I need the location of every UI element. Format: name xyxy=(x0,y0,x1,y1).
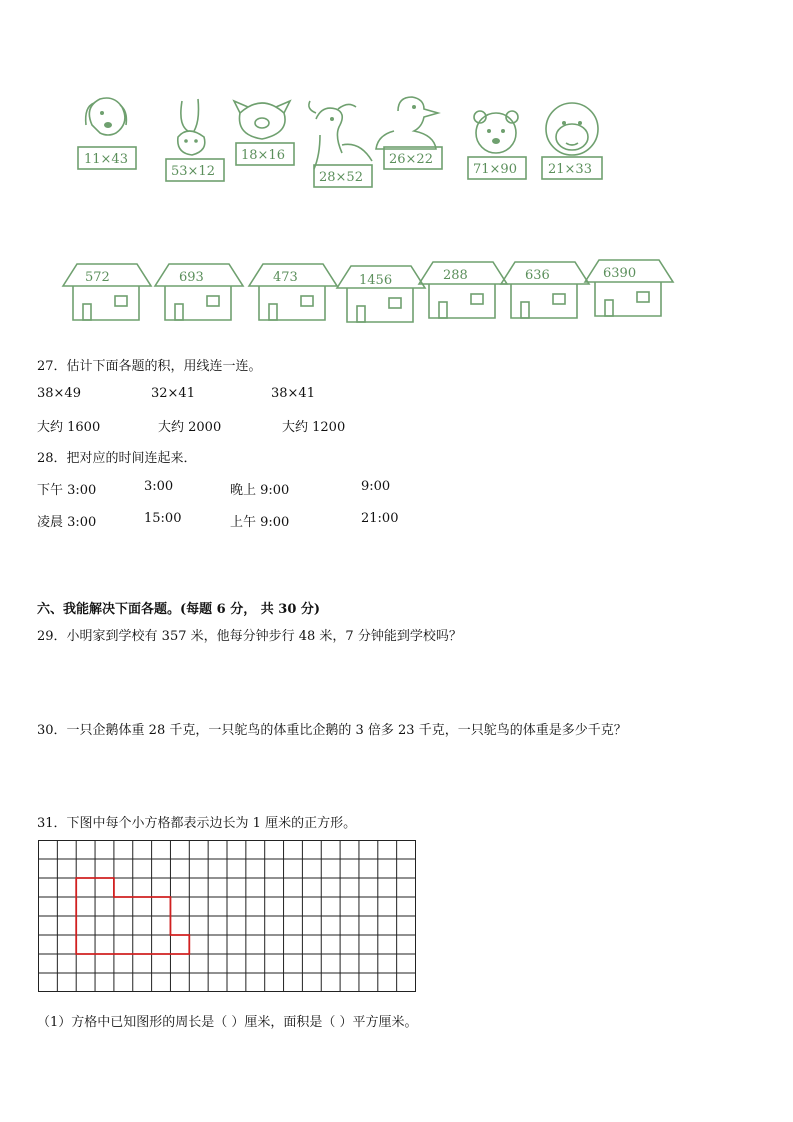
q27-title: 27．估计下面各题的积，用线连一连。 xyxy=(37,359,262,374)
animal-cards xyxy=(70,95,630,195)
house-label: 473 xyxy=(273,270,298,285)
q28-time: 晚上 9:00 xyxy=(230,483,290,498)
square-grid xyxy=(38,840,418,994)
dog-icon xyxy=(86,98,127,135)
animal-label: 11×43 xyxy=(84,152,128,167)
q31-text: 31．下图中每个小方格都表示边长为 1 厘米的正方形。 xyxy=(37,816,357,831)
house-row xyxy=(55,258,675,328)
q30-text: 30．一只企鹅体重 28 千克，一只鸵鸟的体重比企鹅的 3 倍多 23 千克，一只鸵鸟的体重是多少千克？ xyxy=(37,723,627,738)
q29-text: 29．小明家到学校有 357 米，他每分钟步行 48 米，7 分钟能到学校吗？ xyxy=(37,629,462,644)
q28-time: 下午 3:00 xyxy=(37,483,97,498)
q28-time: 15:00 xyxy=(144,511,182,526)
q27-expr: 38×41 xyxy=(271,386,315,401)
q28-time: 3:00 xyxy=(144,479,174,494)
animal-label: 53×12 xyxy=(171,164,215,179)
monkey-icon xyxy=(546,103,598,155)
house-label: 6390 xyxy=(603,266,637,281)
q31-sub1: （1）方格中已知图形的周长是（ ）厘米，面积是（ ）平方厘米。 xyxy=(37,1015,418,1030)
house-label: 636 xyxy=(525,268,550,283)
section-title: 六、我能解决下面各题。(每题 6 分， 共 30 分) xyxy=(37,602,321,617)
q27-estimate: 大约 2000 xyxy=(158,420,222,435)
q28-title: 28．把对应的时间连起来． xyxy=(37,451,197,466)
goat-icon xyxy=(309,101,372,169)
q27-estimate: 大约 1600 xyxy=(37,420,101,435)
pig-icon xyxy=(234,101,290,139)
q27-expr: 32×41 xyxy=(151,386,195,401)
animal-label: 18×16 xyxy=(241,148,285,163)
house-label: 693 xyxy=(179,270,204,285)
q27-expr: 38×49 xyxy=(37,386,81,401)
animal-label: 26×22 xyxy=(389,152,433,167)
q27-estimate: 大约 1200 xyxy=(282,420,346,435)
house-label: 288 xyxy=(443,268,468,283)
bear-icon xyxy=(474,111,518,153)
duck-icon xyxy=(376,97,438,149)
house-label: 572 xyxy=(85,270,110,285)
animal-label: 21×33 xyxy=(548,162,592,177)
q28-time: 21:00 xyxy=(361,511,399,526)
q28-time: 9:00 xyxy=(361,479,391,494)
animal-label: 71×90 xyxy=(473,162,517,177)
house-label: 1456 xyxy=(359,273,393,288)
q28-time: 凌晨 3:00 xyxy=(37,515,97,530)
animal-label: 28×52 xyxy=(319,170,363,185)
rabbit-icon xyxy=(178,99,205,155)
q28-time: 上午 9:00 xyxy=(230,515,290,530)
